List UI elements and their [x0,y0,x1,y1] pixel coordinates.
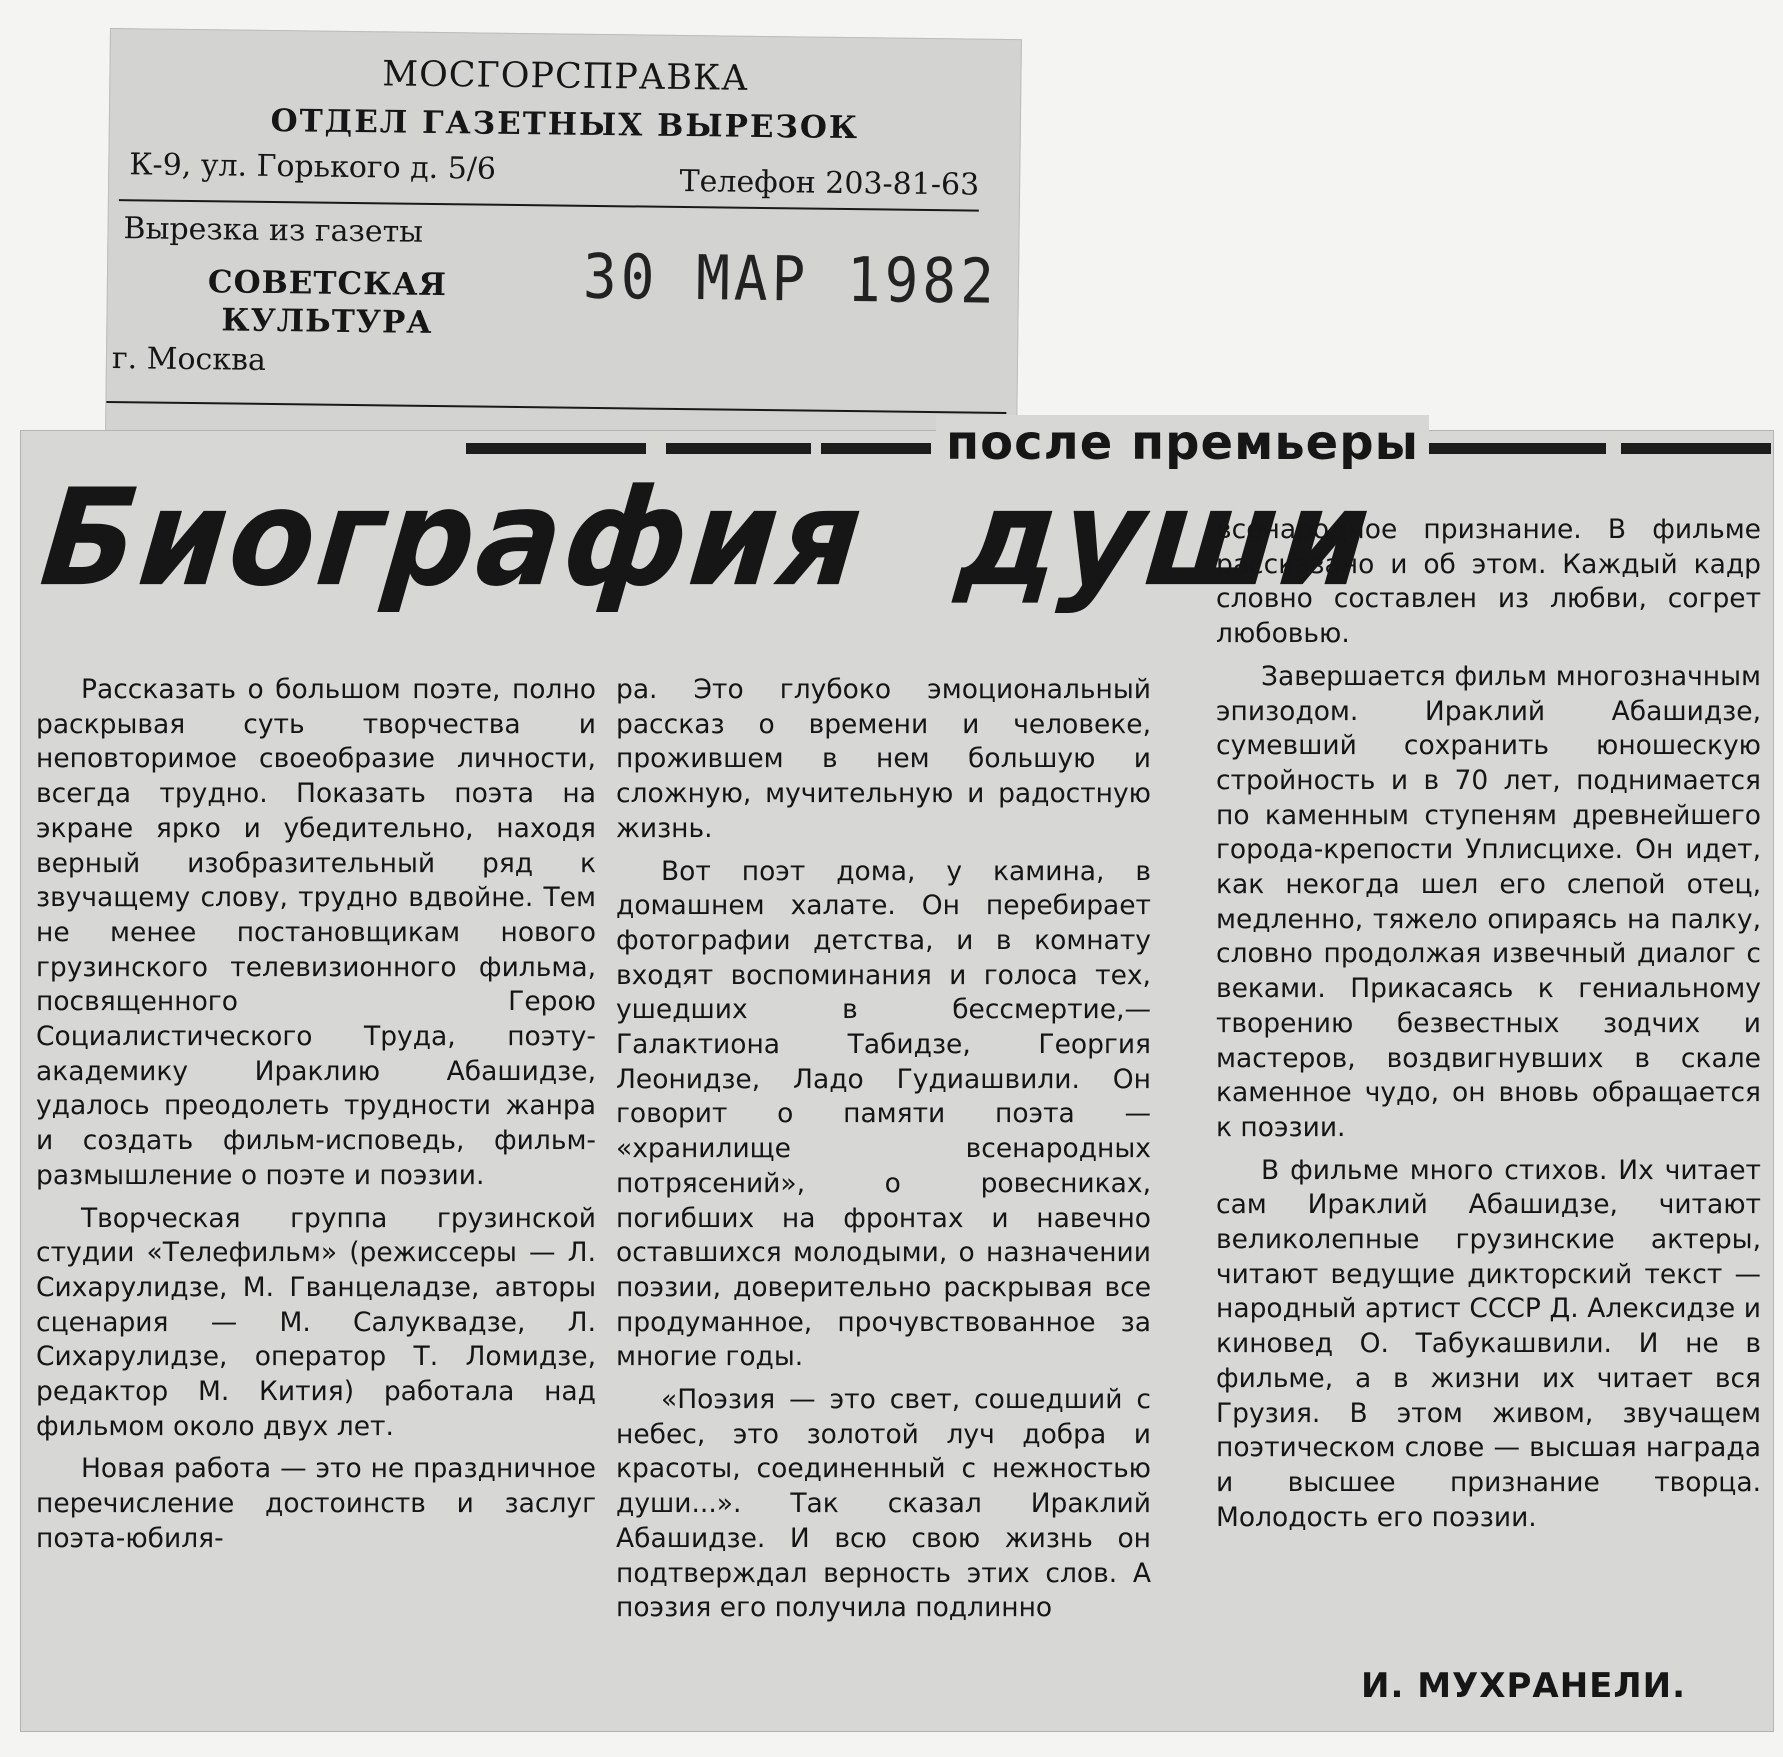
bureau-phone: Телефон 203-81-63 [679,163,980,203]
city-label: г. Москва [111,341,267,378]
rubric-rule [1416,443,1606,454]
rubric-rule [666,443,811,454]
paragraph: ра. Это глубоко эмоциональный рассказ о времени и человеке, прожившем в нем большую и сложную, мучительную и радостную жизнь. [616,674,1151,844]
article-column-2 [616,673,1151,1626]
paragraph: «Поэзия — это свет, сошедший с небес, это золотой луч добра и красоты, соединенный с нежностью души...». Так сказал Ираклий Абашидзе. И всю свою жизнь он подтверждал верность этих слов. А поэзия его получила подлинно [616,1384,1151,1624]
department-name: ОТДЕЛ ГАЗЕТНЫХ ВЫРЕЗОК [270,102,860,147]
paragraph: всенародное признание. В фильме рассказано и об этом. Каждый кадр словно составлен из любви, согрет любовью. [1216,514,1761,650]
paragraph: Новая работа — это не праздничное перечисление достоинств и заслуг поэта-юбиля- [36,1453,596,1554]
rubric-label: после премьеры [936,415,1429,471]
article-column-3 [1216,513,1761,1535]
rubric-rule [466,443,646,454]
paragraph: Творческая группа грузинской студии «Телефильм» (режиссеры — Л. Сихарулидзе, М. Гванцеладзе, авторы сценария — М. Салуквадзе, Л. Сихарулидзе, оператор Т. Ломидзе, редактор М. Кития) работала над фильмом около двух лет. [36,1202,596,1442]
newspaper-name [207,263,447,342]
paragraph: Вот поэт дома, у камина, в домашнем халате. Он перебирает фотографии детства, и в комнату входят воспоминания и голоса тех, ушедших в бессмертие,— Галактиона Табидзе, Георгия Леонидзе, Ладо Гудиашвили. Он говорит о памяти поэта — «хранилище всенародных потрясений», о ровесниках, погибших на фронтах и навечно оставшихся молодыми, о назначении поэзии, доверительно раскрывая все продуманное, прочувствованное за многие годы. [616,855,1151,1373]
rubric-rule [1621,443,1771,454]
clipping-bureau-slip [105,28,1022,481]
paragraph: Рассказать о большом поэте, полно раскрывая суть творчества и неповторимое своеобразие личности, всегда трудно. Показать поэта на экране ярко и убедительно, находя верный изобразительный ряд к звучащему слову, трудно вдвойне. Тем не менее постановщикам нового грузинского телевизионного фильма, посвященного Герою Социалистического Труда, поэту-академику Ираклию Абашидзе, удалось преодолеть трудности жанра и создать фильм-исповедь, фильм-размышление о поэте и поэзии. [36,674,596,1191]
article-column-1 [36,673,596,1557]
bureau-name: МОСГОРСПРАВКА [382,54,749,99]
date-stamp: 30 МАР 1982 [582,241,999,319]
paragraph: Завершается фильм многозначным эпизодом. Ираклий Абашидзе, сумевший сохранить юношескую стройность и в 70 лет, поднимается по каменным ступеням древнейшего города-крепости Уплисцихе. Он идет, как некогда шел его слепой отец, медленно, тяжело опираясь на палку, словно продолжая извечный диалог с веками. Прикасаясь к гениальному творению безвестных зодчих и мастеров, воздвигнувших в скале каменное чудо, он вновь обращается к поэзии. [1216,660,1761,1143]
newspaper-name-line1: СОВЕТСКАЯ [207,264,448,304]
headline: Биография души [34,461,1380,617]
newspaper-name-line2: КУЛЬТУРА [221,302,433,341]
newspaper-article [20,415,1774,1732]
bureau-address: К-9, ул. Горького д. 5/6 [129,147,497,187]
rubric-rule [821,443,931,454]
paragraph: В фильме много стихов. Их читает сам Ираклий Абашидзе, читают великолепные грузинские актеры, читают ведущие дикторский текст — народный артист СССР Д. Алексидзе и киновед О. Табукашвили. И не в фильме, а в жизни их читает вся Грузия. В этом живом, звучащем поэтическом слове — высшая награда и высшее признание творца. Молодость его поэзии. [1216,1154,1761,1533]
divider [106,401,1006,414]
author-signature: И. МУХРАНЕЛИ. [1361,1666,1686,1706]
clipping-from-label: Вырезка из газеты [123,211,424,250]
